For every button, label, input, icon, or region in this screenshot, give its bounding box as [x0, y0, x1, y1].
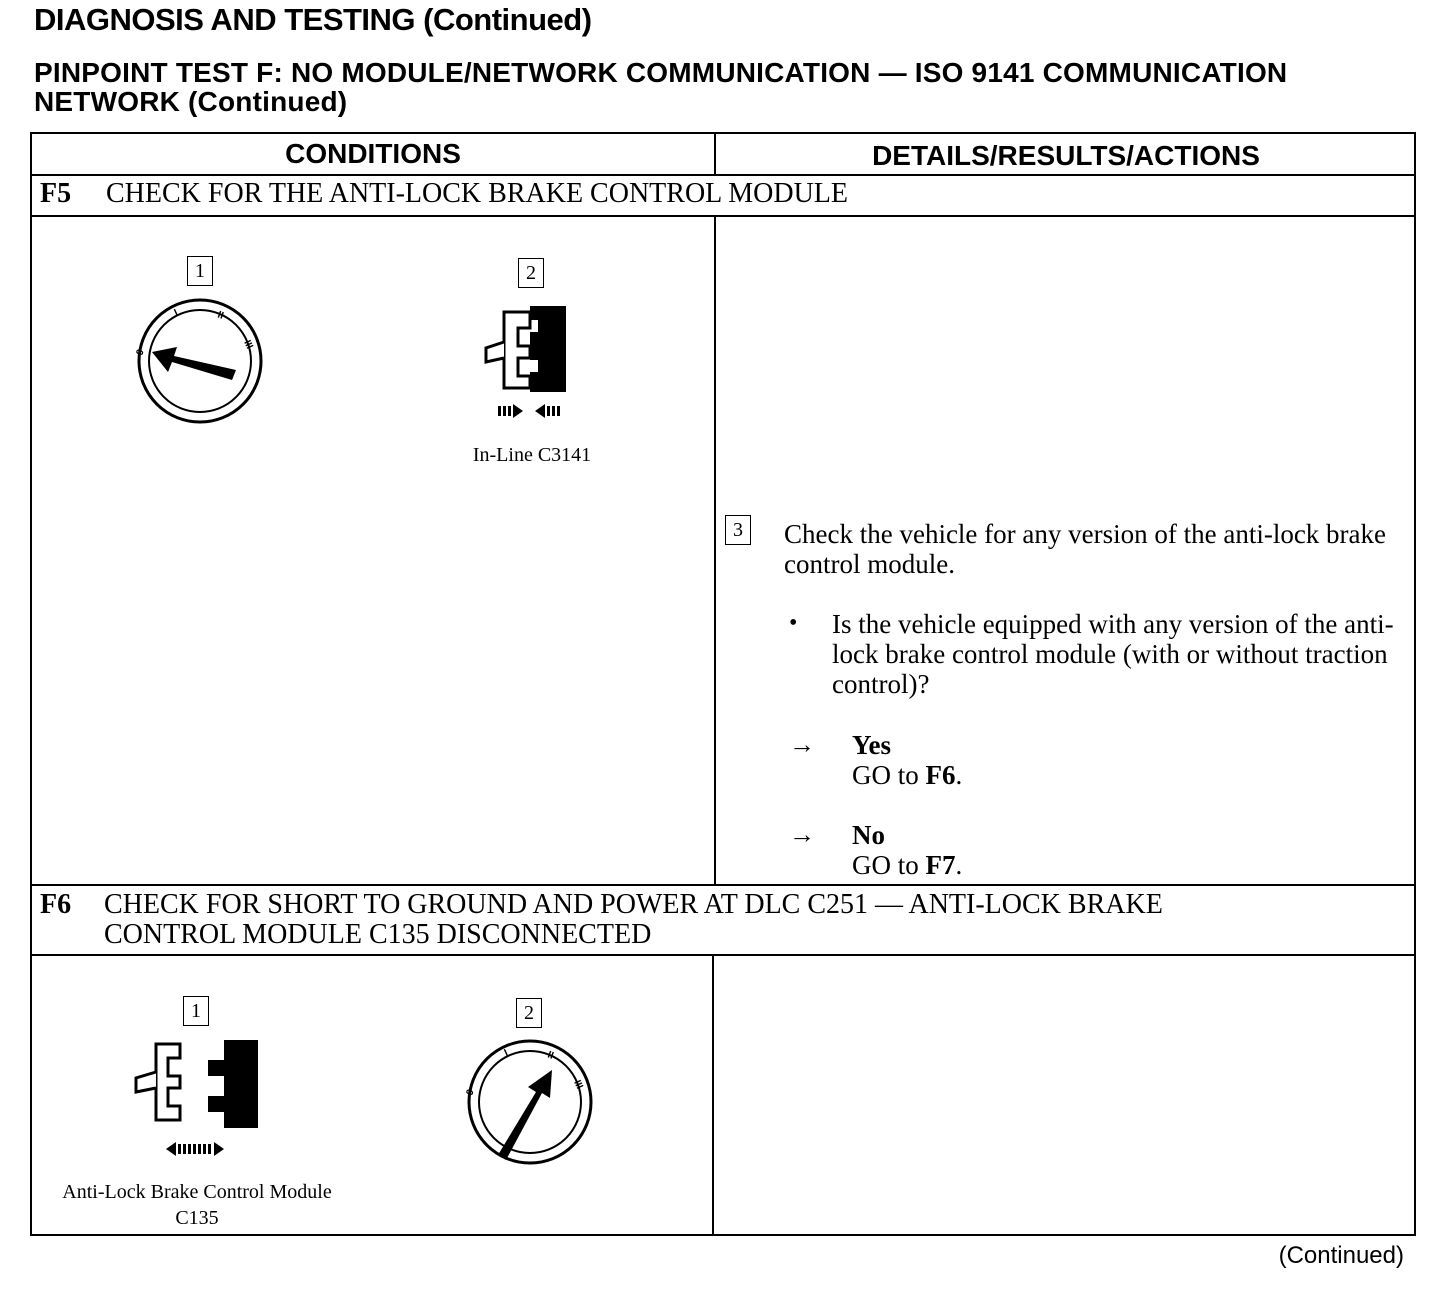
continued-footer: (Continued)	[1278, 1242, 1404, 1269]
ignition-mark-off: 0	[134, 348, 147, 358]
ignition-mark-i: I	[172, 307, 180, 319]
f5-yes-action	[852, 760, 962, 790]
step-f6-header	[32, 886, 1416, 952]
ignition-switch-run-icon	[462, 1034, 602, 1174]
f5-no-target[interactable]: F7	[925, 850, 956, 880]
f5-no-action	[852, 850, 962, 880]
f5-action-text: Check the vehicle for any version of the anti-lock brake control module.	[784, 519, 1387, 579]
f5-no-period: .	[955, 850, 963, 880]
f5-callout-2: 2	[518, 258, 544, 288]
pinpoint-test-table	[30, 132, 1416, 1236]
f5-no-label: No	[852, 820, 885, 850]
column-divider-f6	[712, 954, 714, 1236]
f6-ignition-mark-iii: III	[571, 1078, 585, 1091]
f5-question-text: Is the vehicle equipped with any version of the anti-lock brake control module (with or without traction control)?	[832, 609, 1394, 699]
f5-callout-1: 1	[187, 256, 213, 286]
connector-inline-c3141-icon	[478, 302, 578, 427]
step-f6-title-line2: CONTROL MODULE C135 DISCONNECTED	[104, 919, 652, 950]
f5-title-divider	[32, 215, 1414, 217]
step-f5-title: CHECK FOR THE ANTI-LOCK BRAKE CONTROL MODULE	[106, 178, 848, 209]
f6-connector-label	[32, 1179, 362, 1231]
step-f5-id: F5	[40, 178, 72, 209]
f6-title-divider	[32, 954, 1414, 956]
f5-yes-period: .	[955, 760, 963, 790]
f5-question-bullet: •	[789, 610, 798, 636]
f5-connector-label: In-Line C3141	[472, 444, 592, 466]
ignition-mark-iii: III	[241, 338, 255, 351]
f5-yes-go-text: GO to	[852, 760, 919, 790]
f5-no-arrow: →	[789, 820, 815, 849]
f5-no-go-text: GO to	[852, 850, 919, 880]
column-divider-f5	[714, 215, 716, 884]
f5-action-number: 3	[725, 515, 751, 545]
connector-c135-disconnected-icon	[128, 1032, 268, 1167]
f5-yes-target[interactable]: F6	[925, 760, 956, 790]
ignition-switch-off-icon	[132, 294, 272, 434]
conditions-column-header: CONDITIONS	[285, 138, 461, 169]
f5-yes-arrow: →	[789, 730, 815, 759]
ignition-mark-ii: II	[215, 309, 225, 322]
pinpoint-test-subtitle: PINPOINT TEST F: NO MODULE/NETWORK COMMUNICATION — ISO 9141 COMMUNICATION NETWORK (Continued)	[34, 57, 1288, 117]
f6-connector-label-line1: Anti-Lock Brake Control Module	[62, 1181, 332, 1203]
f6-ignition-mark-i: I	[502, 1047, 510, 1059]
f6-callout-1: 1	[183, 996, 209, 1026]
f6-connector-label-line2: C135	[175, 1207, 219, 1229]
step-f6-title-line1: CHECK FOR SHORT TO GROUND AND POWER AT DLC C251 — ANTI-LOCK BRAKE	[104, 889, 1163, 920]
f6-ignition-mark-ii: II	[545, 1049, 555, 1062]
details-column-header: DETAILS/RESULTS/ACTIONS	[872, 140, 1260, 171]
page-title: DIAGNOSIS AND TESTING (Continued)	[34, 2, 592, 37]
step-f5-header	[32, 176, 1416, 214]
step-f6-id: F6	[40, 889, 72, 920]
f5-yes-label: Yes	[852, 730, 891, 760]
f6-callout-2: 2	[516, 998, 542, 1028]
f6-ignition-mark-off: 0	[464, 1088, 477, 1098]
